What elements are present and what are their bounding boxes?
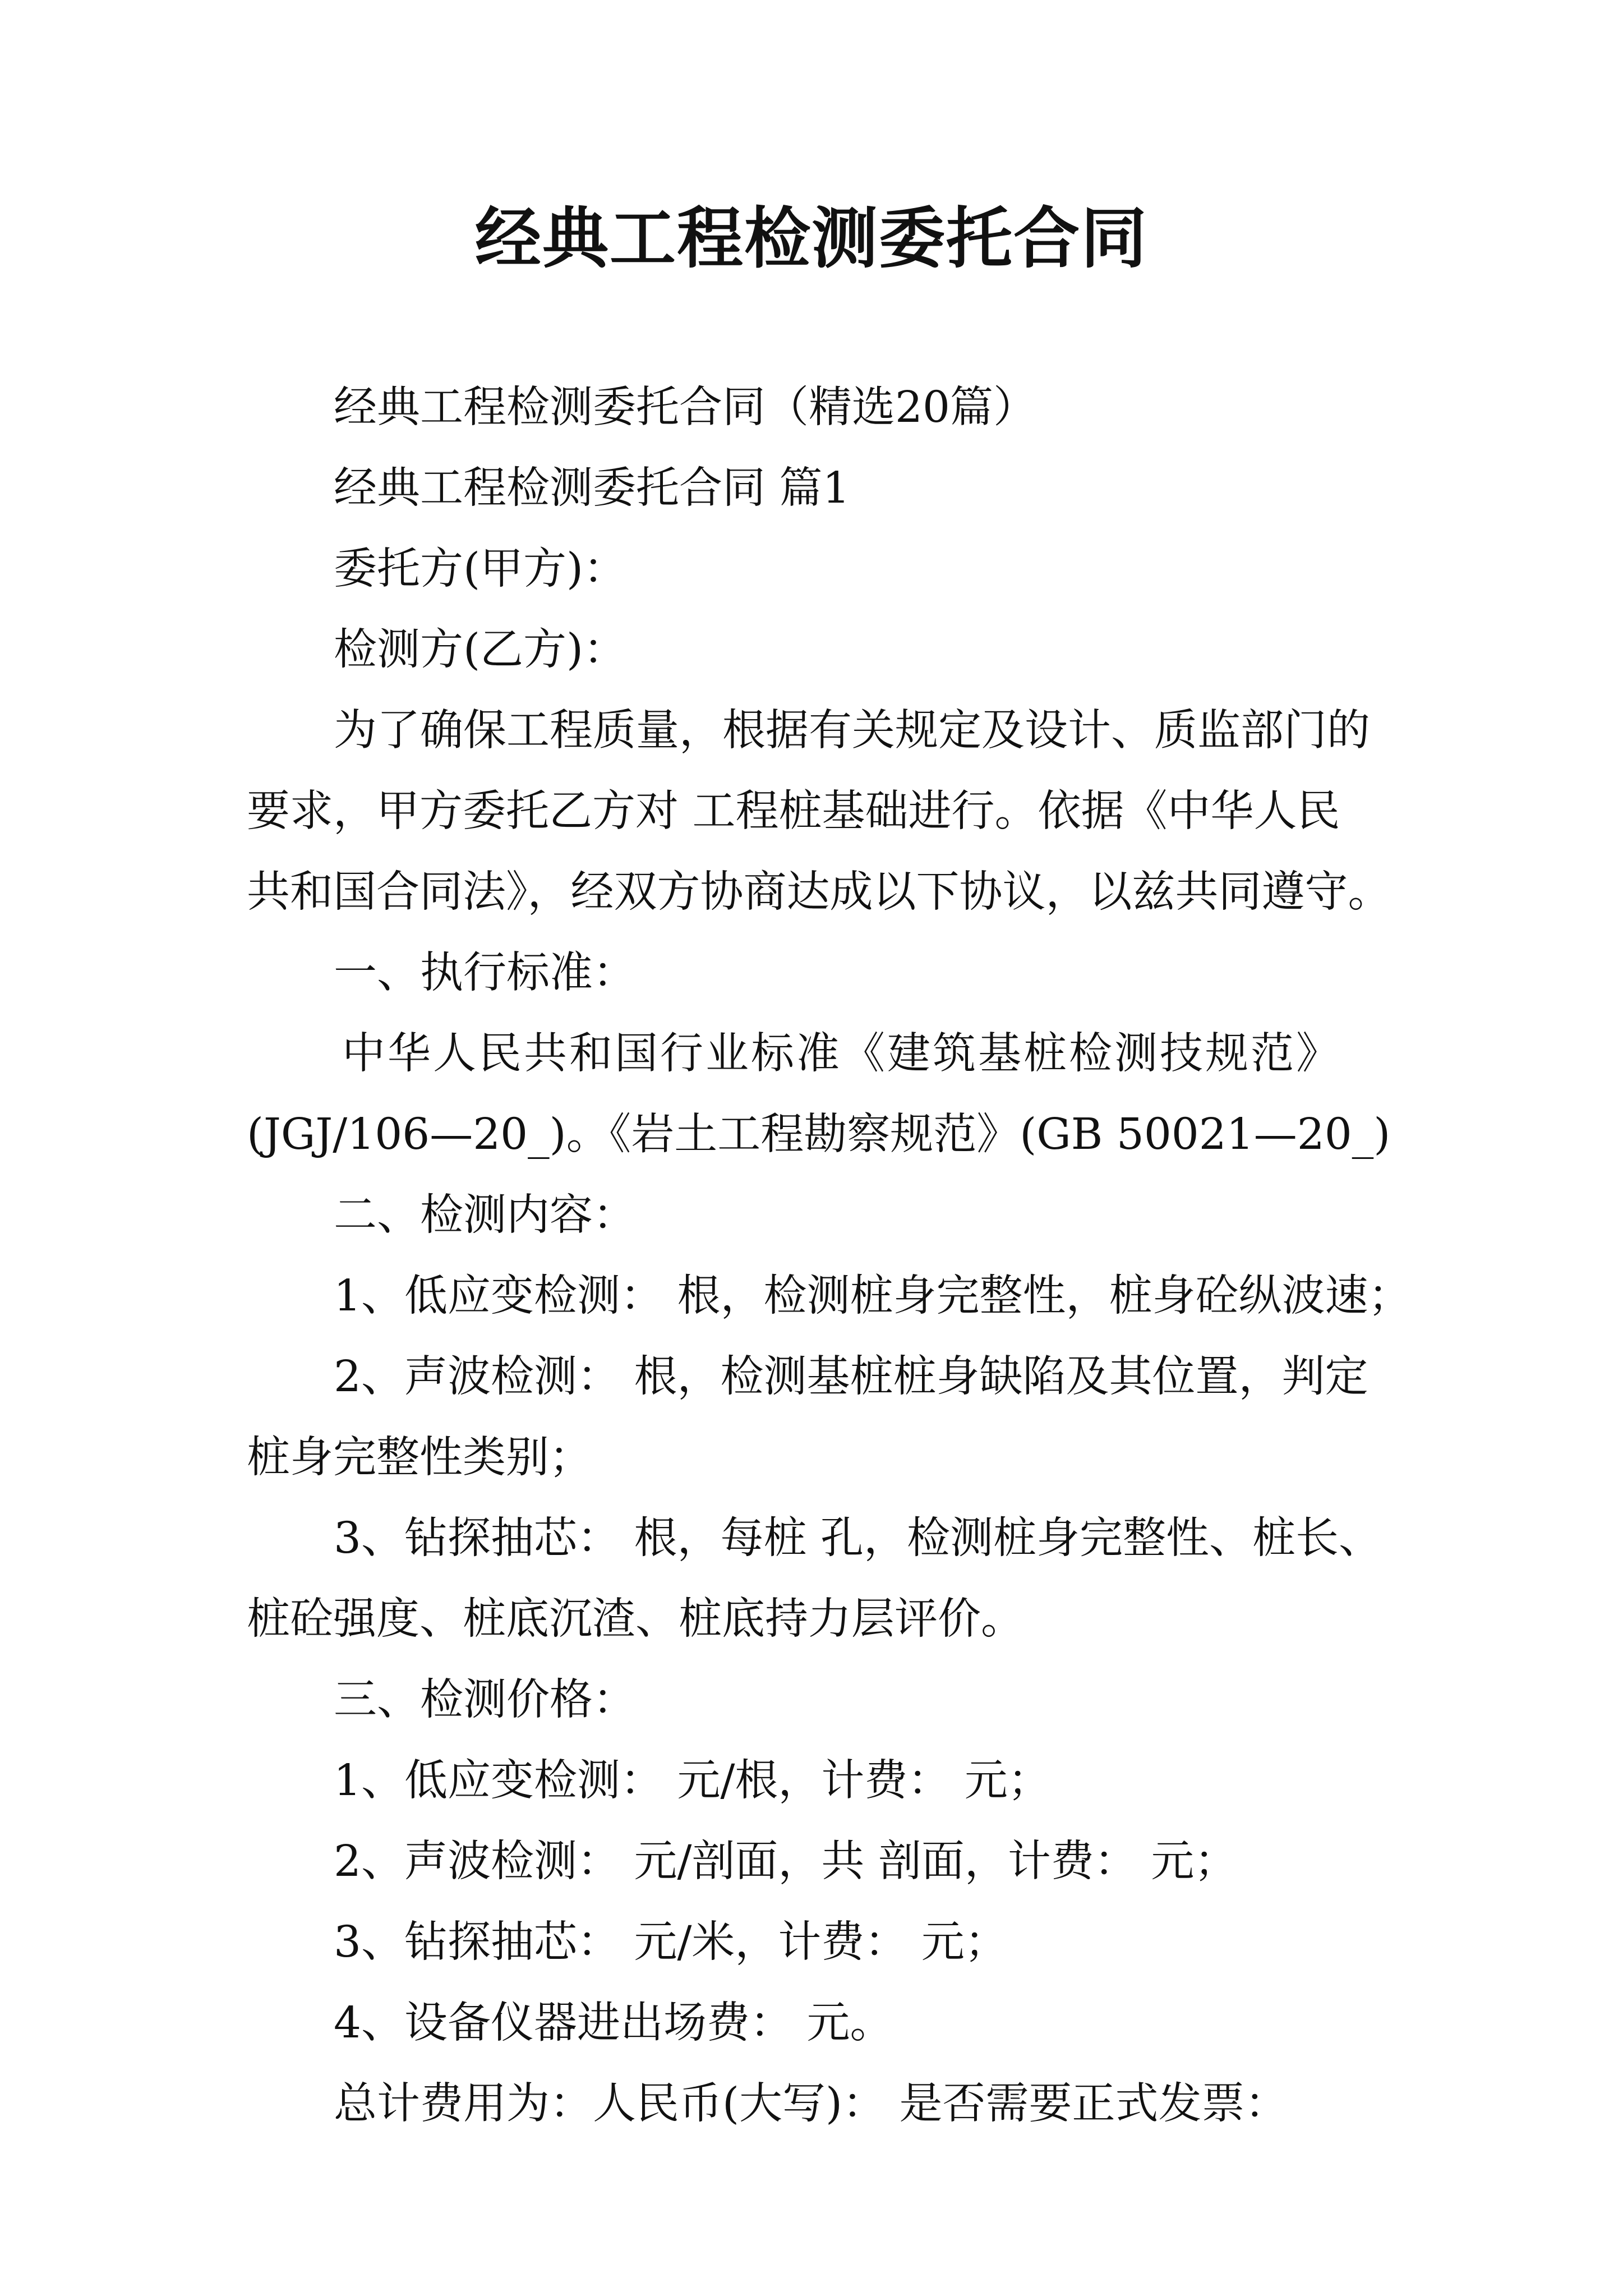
paragraph-line: 共和国合同法》，经双方协商达成以下协议，以兹共同遵守。 <box>247 867 1391 917</box>
list-item-continuation: 桩身完整性类别； <box>247 1433 592 1483</box>
subtitle-line: 经典工程检测委托合同（精选20篇） <box>334 383 1036 432</box>
section-heading-line: 经典工程检测委托合同 篇1 <box>334 463 850 513</box>
party-a-line: 委托方(甲方)： <box>334 544 627 594</box>
total-line: 总计费用为：人民币(大写)： 是否需要正式发票： <box>334 2079 1288 2129</box>
standard-line: 中华人民共和国行业标准《建筑基桩检测技规范》 <box>342 1029 1341 1079</box>
list-item: 3、钻探抽芯： 元/米，计费： 元； <box>334 1917 1008 1967</box>
paragraph-line: 为了确保工程质量，根据有关规定及设计、质监部门的 <box>334 706 1370 756</box>
clause-heading: 三、检测价格： <box>334 1675 636 1725</box>
clause-heading: 一、执行标准： <box>334 948 636 998</box>
list-item-continuation: 桩砼强度、桩底沉渣、桩底持力层评价。 <box>247 1594 1024 1644</box>
list-item: 2、声波检测： 根，检测基桩桩身缺陷及其位置，判定 <box>334 1352 1368 1402</box>
list-item: 1、低应变检测： 元/根，计费： 元； <box>334 1756 1051 1806</box>
document-body <box>247 367 1412 2145</box>
party-b-line: 检测方(乙方)： <box>334 625 627 675</box>
clause-heading: 二、检测内容： <box>334 1190 636 1240</box>
list-item: 4、设备仪器进出场费： 元。 <box>334 1998 893 2048</box>
list-item: 3、钻探抽芯： 根，每桩 孔，检测桩身完整性、桩长、 <box>334 1513 1382 1563</box>
list-item: 2、声波检测： 元/剖面，共 剖面，计费： 元； <box>334 1837 1238 1887</box>
list-item: 1、低应变检测： 根，检测桩身完整性，桩身砼纵波速； <box>334 1271 1412 1321</box>
paragraph-line: 要求，甲方委托乙方对 工程桩基础进行。依据《中华人民 <box>247 786 1340 836</box>
document-title: 经典工程检测委托合同 <box>474 199 1148 277</box>
standard-line: (JGJ/106—20_)。《岩土工程勘察规范》(GB 50021—20_) <box>247 1110 1391 1159</box>
